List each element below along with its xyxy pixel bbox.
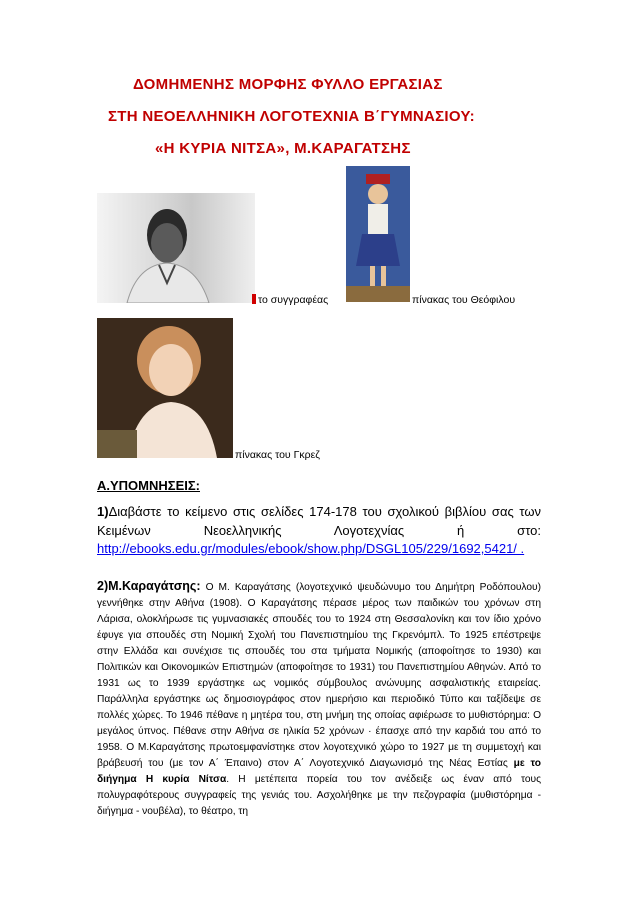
caption-theofilos: πίνακας του Θεόφιλου [412, 294, 516, 306]
item-1-text: Διαβάστε το κείμενο στις σελίδες 174-178 του σχολικού βιβλίου σας των Κειμένων Νεοελληνικής Λογοτεχνίας ή στο: [97, 504, 541, 538]
greuze-girl-image [97, 318, 233, 458]
caption-author: το συγγραφέας [258, 294, 329, 306]
title-line-1: ΔΟΜΗΜΕΝΗΣ ΜΟΡΦΗΣ ΦΥΛΛΟ ΕΡΓΑΣΙΑΣ [133, 76, 443, 93]
section-heading: Α.ΥΠΟΜΝΗΣΕΙΣ: [97, 478, 200, 493]
greuze-painting [97, 318, 233, 458]
author-photo [97, 193, 255, 303]
ebook-link[interactable]: http://ebooks.edu.gr/modules/ebook/show.php/DSGL105/229/1692,5421/ . [97, 541, 525, 556]
theofilos-painting [346, 166, 410, 302]
caption-greuze: πίνακας του Γκρεζ [235, 449, 320, 461]
item-2-bold-part: με το διήγημα Η κυρία Νίτσα [97, 758, 542, 785]
title-line-2: ΣΤΗ ΝΕΟΕΛΛΗΝΙΚΗ ΛΟΓΟΤΕΧΝΙΑ Β΄ΓΥΜΝΑΣΙΟΥ: [108, 108, 475, 125]
item-2-text-a: Ο Μ. Καραγάτσης (λογοτεχνικό ψευδώνυμο του Δημήτρη Ροδόπουλου) γεννήθηκε στην Αθήνα (1908). Ο Καραγάτσης πέρασε μέρος των παιδικών του χρόνων στη Λάρισα, ολοκλήρωσε τις γυμνασιακές σπουδές του το 1924 στη Θεσσαλονίκη και τον ίδιο χρόνο έφυγε για σπουδές στη Νομική Σχολή του Πανεπιστημίου της Γκρενόμπλ. Το 1925 επέστρεψε στην Ελλάδα και συνέχισε τις σπουδές του στα τμήματα Νομικής (αποφοίτησε το 1930) και Πολιτικών και Οικονομικών Επιστημών (αποφοίτησε το 1931) του Πανεπιστημίου Αθηνών. Από το 1931 ως το 1939 εργάστηκε ως νομικός σύμβουλος ανώνυμης ασφαλιστικής εταιρείας. Παράλληλα εργάστηκε ως δημοσιογράφος στον ημερήσιο και περιοδικό Τύπο και ταξίδεψε σε πολλές χώρες. Το 1946 πέθανε η μητέρα του, στη μνήμη της οποίας αφιέρωσε το μυθιστόρημα: Ο μεγάλος ύπνος. Πέθανε στην Αθήνα σε ηλικία 52 χρόνων · έπασχε από την καρδιά του από το 1958. Ο Μ.Καραγάτσης πρωτοεμφανίστηκε στον λογοτεχνικό χώρο το 1927 με τη συμμετοχή και βράβευσή του (με τον Α΄ Έπαινο) στον Α΄ Λογοτεχνικό Διαγωνισμό της Νέας Εστίας [97, 582, 541, 769]
item-2-lead: 2)Μ.Καραγάτσης: [97, 579, 201, 593]
title-line-3: «Η ΚΥΡΙΑ ΝΙΤΣΑ», Μ.ΚΑΡΑΓΑΤΣΗΣ [155, 140, 411, 157]
theofilos-girl-image [346, 166, 410, 302]
author-portrait-image [97, 193, 255, 303]
item-2-paragraph [97, 578, 541, 820]
item-1-paragraph [97, 503, 541, 559]
item-2-text-b: . Η μετέπειτα πορεία του τον ανέδειξε ως έναν από τους πολυγραφότερους συγγραφείς της γενιάς του. Ασχολήθηκε με την πεζογραφία (μυθιστόρημα - διήγημα - νουβέλα), το θέατρο, τη [97, 774, 541, 817]
red-marker [252, 294, 256, 304]
item-1-lead: 1) [97, 504, 109, 519]
